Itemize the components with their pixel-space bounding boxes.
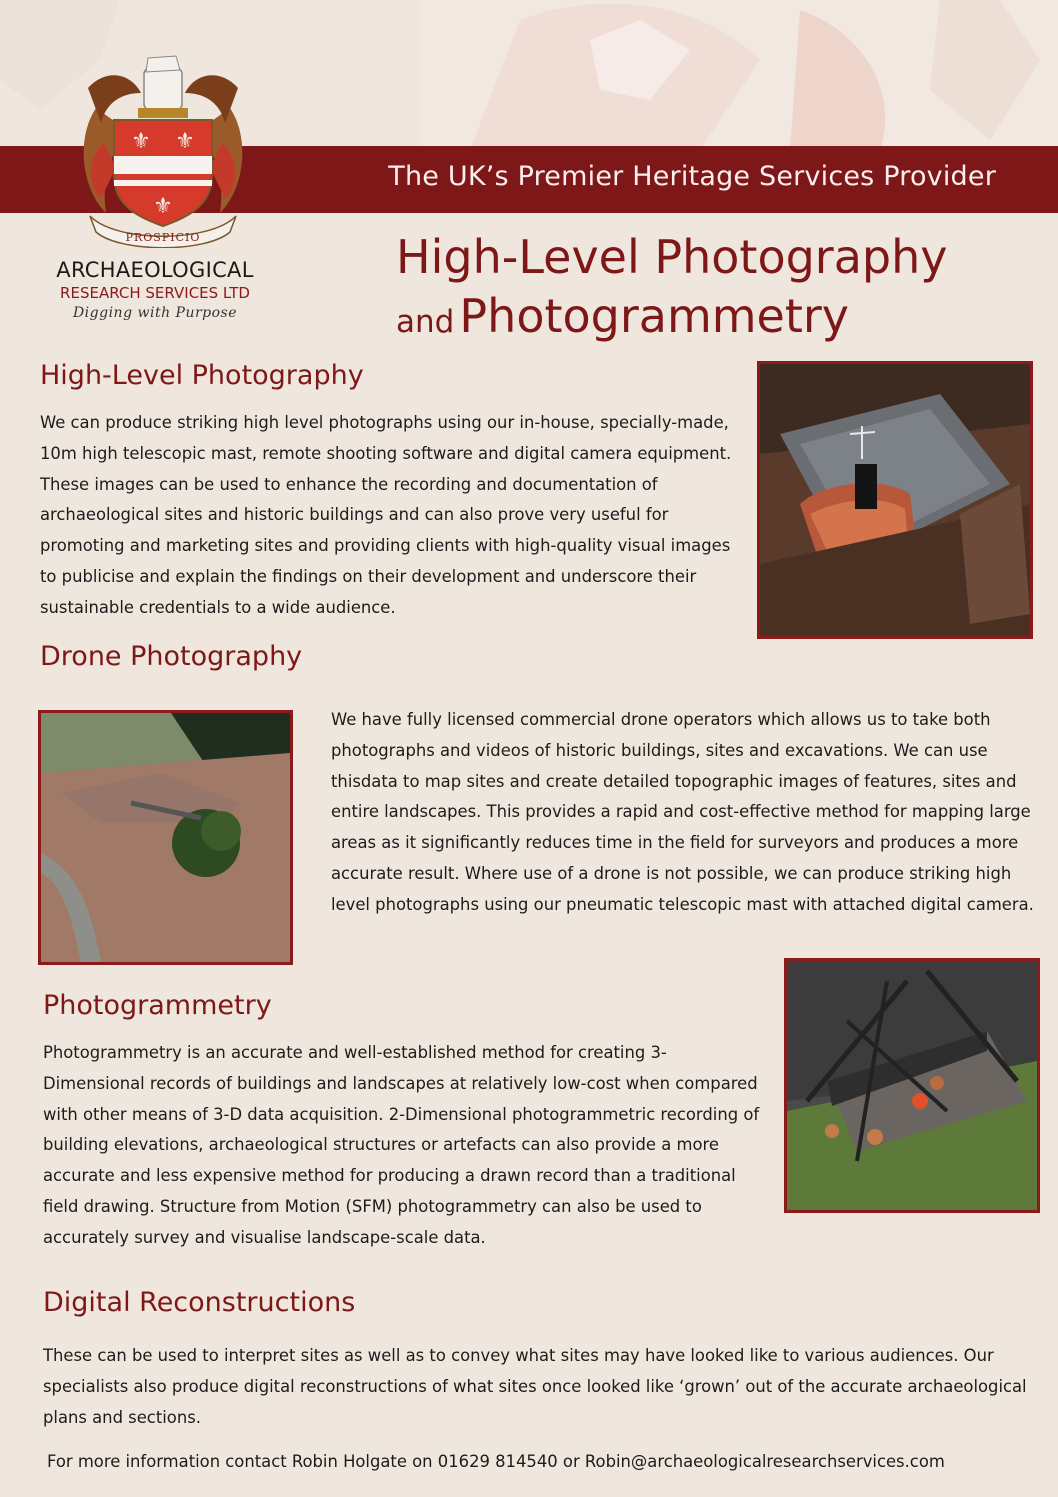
svg-text:⚜: ⚜ [153,194,173,219]
motto-text: PROSPICIO [125,231,201,244]
coat-of-arms-logo [76,48,250,248]
page-title-line2 [396,286,947,357]
page-title-line1: High-Level Photography [396,230,948,284]
section-heading-drone-photography: Drone Photography [40,641,303,672]
section-heading-photogrammetry: Photogrammetry [43,990,272,1021]
company-name-line2: RESEARCH SERVICES LTD [60,284,250,302]
contact-footer: For more information contact Robin Holgate on 01629 814540 or Robin@archaeologicalresearchservices.com [47,1452,945,1471]
section-body-photogrammetry: Photogrammetry is an accurate and well-established method for creating 3-Dimensional records of buildings and landscapes at relatively low-cost when compared with other means of 3-D data acquisition. 2-Dimensional photogrammetric recording of building elevations, archaeological structures or artefacts can also provide a more accurate and less expensive method for producing a drawn record than a traditional field drawing. Structure from Motion (SFM) photogrammetry can also be used to accurately survey and visualise landscape-scale data. [43,1043,760,1247]
page-title-photogrammetry: Photogrammetry [459,289,850,343]
section-body-digital-reconstructions: These can be used to interpret sites as well as to convey what sites may have looked like to various audiences. Our specialists also produce digital reconstructions of what sites once looked like ‘grown’ out of the accurate archaeological plans and sections. [43,1346,1027,1427]
drone-landscape-photo [38,710,293,965]
banner-tagline: The UK’s Premier Heritage Services Provider [388,161,996,192]
company-name [30,258,280,321]
section-body-drone-photography: We have fully licensed commercial drone operators which allows us to take both photographs and videos of historic buildings, sites and excavations. We can use thisdata to map sites and create detailed topographic images of features, sites and entire landscapes. This provides a rapid and cost-effective method for mapping large areas as it significantly reduces time in the field for surveyors and produces a more accurate result. Where use of a drone is not possible, we can produce striking high level photographs using our pneumatic telescopic mast with attached digital camera. [331,710,1034,914]
section-heading-digital-reconstructions: Digital Reconstructions [43,1287,356,1318]
section-body-high-level-photography: We can produce striking high level photographs using our in-house, specially-made, 10m high telescopic mast, remote shooting software and digital camera equipment. These images can be used to enhance the recording and documentation of archaeological sites and historic buildings and can also prove very useful for promoting and marketing sites and providing clients with high-quality visual images to publicise and explain the findings on their development and underscore their sustainable credentials to a wide audience. [40,413,732,617]
page-title [396,228,947,357]
section-heading-high-level-photography: High-Level Photography [40,360,364,391]
page-title-and: and [396,304,455,340]
reconstruction-render-image [784,958,1040,1213]
excavation-photo [757,361,1033,639]
company-tagline: Digging with Purpose [72,305,238,321]
svg-text:⚜: ⚜ [175,129,195,154]
svg-text:⚜: ⚜ [131,129,151,154]
company-name-line1: ARCHAEOLOGICAL [56,258,254,282]
